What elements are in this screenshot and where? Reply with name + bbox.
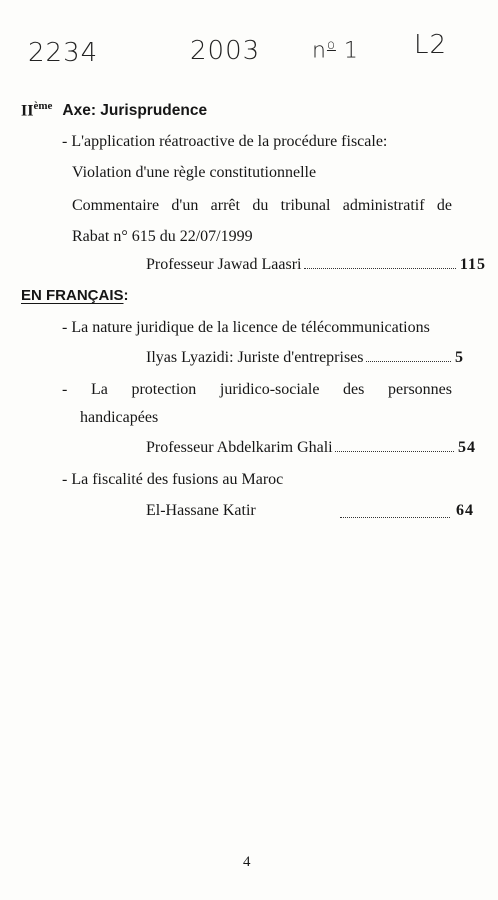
toc-entry-1 — [146, 256, 486, 274]
handwritten-issue-prefix: n — [312, 38, 327, 64]
item-commentaire-1: Commentaire d'un arrêt du tribunal administratif de — [72, 197, 452, 214]
handwritten-issue-num: 1 — [343, 38, 359, 64]
toc-entry-4-page: 64 — [456, 502, 474, 519]
item-commentaire-2: Rabat n° 615 du 22/07/1999 — [72, 228, 253, 245]
page-number: 4 — [243, 854, 251, 870]
axe-title: Axe: Jurisprudence — [62, 102, 208, 120]
toc-entry-2-page: 5 — [455, 349, 464, 366]
axe-heading — [21, 100, 207, 120]
toc-entry-1-author: Professeur Jawad Laasri — [146, 256, 302, 273]
toc-entry-4-author: El-Hassane Katir — [146, 502, 256, 519]
fr-item-protection-2: handicapées — [80, 409, 159, 426]
axe-sup: ème — [33, 100, 53, 112]
handwritten-year: 2003 — [190, 36, 261, 66]
toc-entry-1-page: 115 — [459, 256, 486, 273]
handwritten-tag: L2 — [414, 30, 448, 60]
item-retroactive: - L'application réatroactive de la procédure fiscale: — [62, 133, 388, 150]
toc-entry-3-leader — [335, 451, 454, 452]
item-violation: Violation d'une règle constitutionnelle — [72, 164, 317, 181]
handwritten-issue-sup: o — [326, 38, 336, 53]
axe-label: II — [21, 102, 34, 120]
fr-item-telecom: - La nature juridique de la licence de télécommunications — [62, 319, 430, 336]
fr-item-fusions: - La fiscalité des fusions au Maroc — [62, 471, 284, 488]
handwritten-issue — [312, 38, 359, 63]
fr-heading-text: EN FRANÇAIS — [21, 287, 124, 304]
toc-entry-2-author: Ilyas Lyazidi: Juriste d'entreprises — [146, 349, 364, 366]
toc-entry-4-leader — [340, 517, 450, 518]
handwritten-code: 2234 — [28, 38, 99, 68]
toc-entry-2 — [146, 349, 464, 367]
toc-entry-3-author: Professeur Abdelkarim Ghali — [146, 439, 333, 456]
toc-entry-3 — [146, 439, 476, 457]
toc-entry-1-leader — [304, 268, 456, 269]
fr-heading — [21, 287, 129, 304]
toc-entry-3-page: 54 — [458, 439, 476, 456]
fr-item-protection-1: - La protection juridico-sociale des personnes — [62, 381, 452, 398]
fr-heading-colon: : — [123, 287, 129, 304]
toc-entry-2-leader — [366, 361, 452, 362]
